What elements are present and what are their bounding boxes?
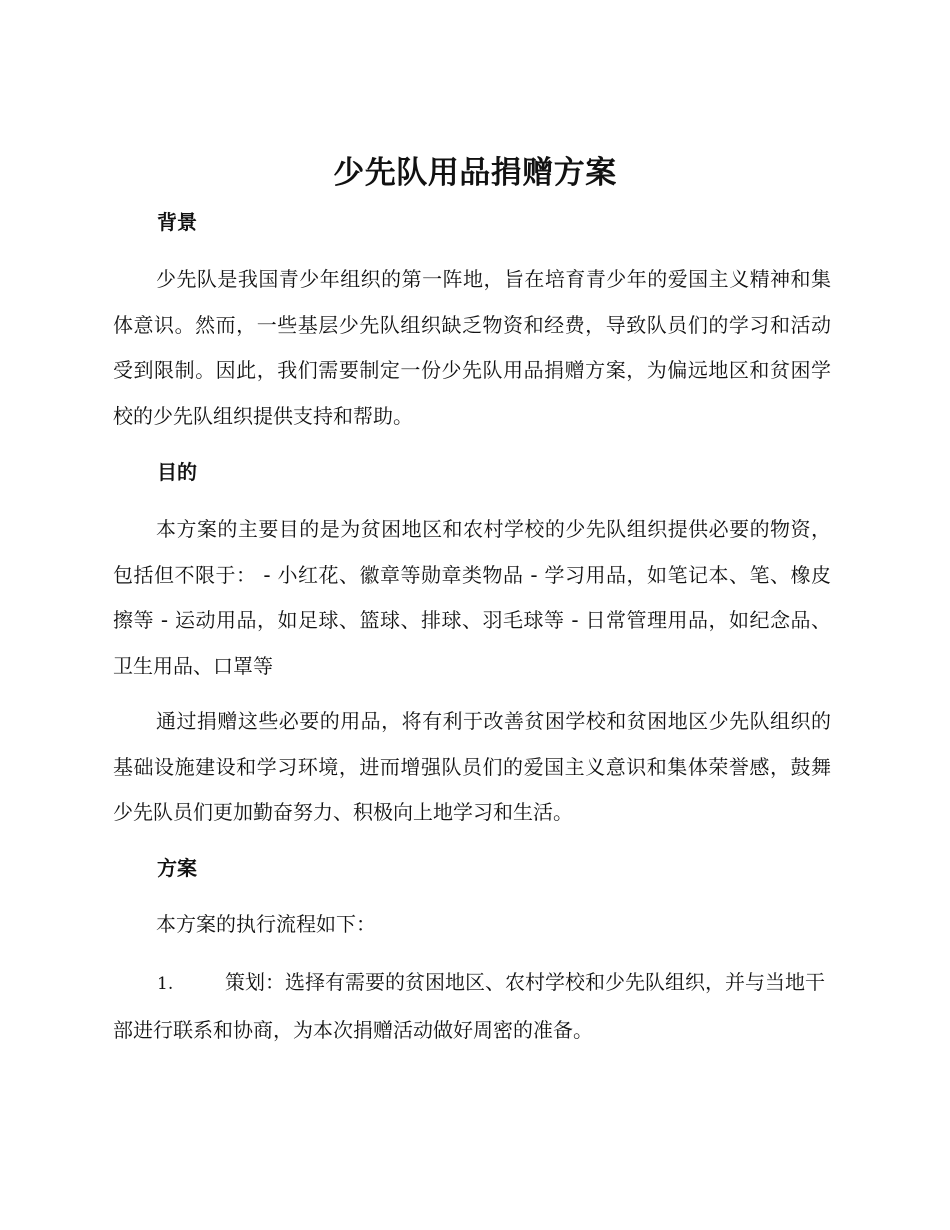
plan-intro: 本方案的执行流程如下： (156, 912, 376, 936)
background-paragraph: 少先队是我国青少年组织的第一阵地，旨在培育青少年的爱国主义精神和集体意识。然而，一些基层少先队组织缺乏物资和经费，导致队员们的学习和活动受到限制。因此，我们需要制定一份少先队用品捐赠方案，为偏远地区和贫困学校的少先队组织提供支持和帮助。 (113, 267, 831, 428)
purpose-paragraph-items: 本方案的主要目的是为贫困地区和农村学校的少先队组织提供必要的物资，包括但不限于： - 小红花、徽章等勋章类物品 - 学习用品，如笔记本、笔、橡皮擦等 - 运动用品，如足球、篮球、排球、羽毛球等 - 日常管理用品，如纪念品、卫生用品、口罩等 (113, 517, 831, 678)
plan-step-1 (113, 960, 831, 1053)
plan-step-number: 1. (157, 974, 174, 994)
plan-step-text: 策划：选择有需要的贫困地区、农村学校和少先队组织，并与当地干部进行联系和协商，为本次捐赠活动做好周密的准备。 (113, 970, 825, 1042)
purpose-paragraph-benefits: 通过捐赠这些必要的用品，将有利于改善贫困学校和贫困地区少先队组织的基础设施建设和学习环境，进而增强队员们的爱国主义意识和集体荣誉感，鼓舞少先队员们更加勤奋努力、积极向上地学习和生活。 (113, 709, 831, 824)
section-heading-background: 背景 (157, 210, 197, 234)
document-title: 少先队用品捐赠方案 (333, 155, 617, 191)
section-heading-purpose: 目的 (157, 460, 197, 484)
section-heading-plan: 方案 (157, 856, 197, 880)
